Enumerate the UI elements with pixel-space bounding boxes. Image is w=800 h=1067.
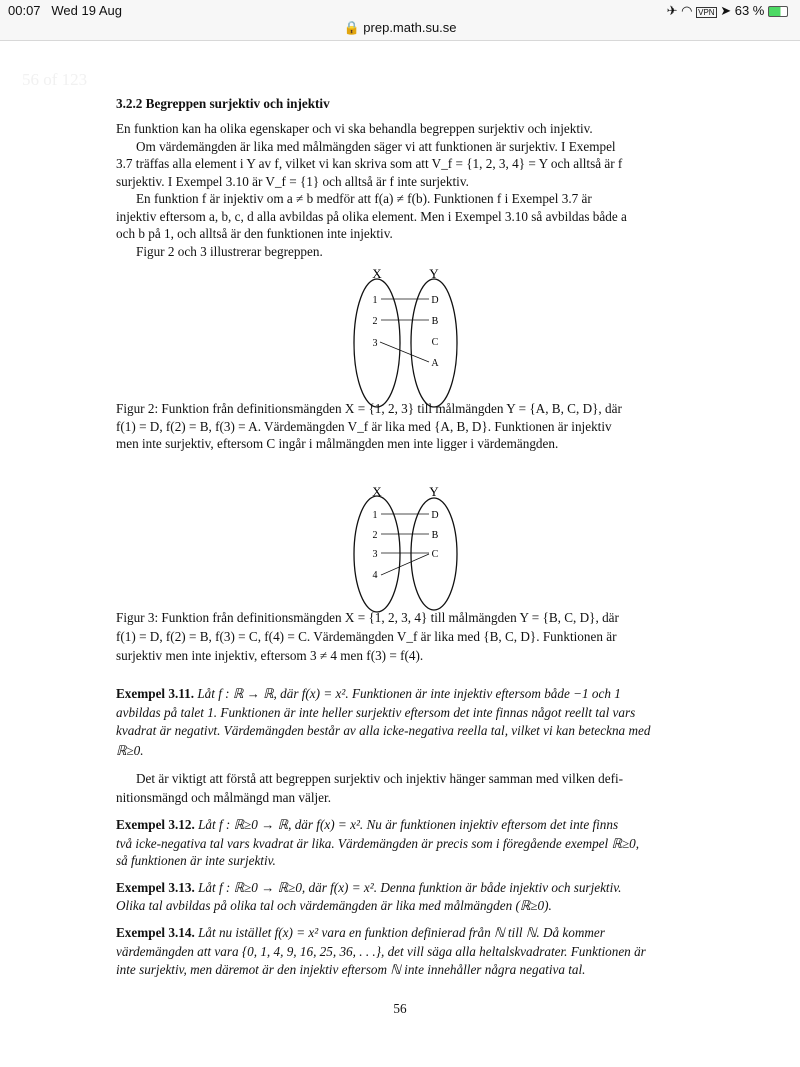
- example-text: Låt f : ℝ≥0 → ℝ, där f(x) = x². Nu är funktionen injektiv eftersom det inte finns: [198, 817, 619, 832]
- section-heading: 3.2.2 Begreppen surjektiv och injektiv: [116, 96, 330, 111]
- svg-text:3: 3: [372, 338, 378, 349]
- example-label: Exempel 3.13.: [116, 880, 195, 895]
- svg-text:Y: Y: [429, 484, 439, 499]
- text-line: inte surjektiv, men däremot är den injektiv eftersom ℕ inte innehåller några negativa tal.: [116, 962, 586, 977]
- vpn-icon: VPN: [698, 8, 715, 17]
- text-line: [116, 817, 618, 833]
- text-line: f(1) = D, f(2) = B, f(3) = C, f(4) = C. Värdemängden V_f är lika med {B, C, D}. Funktionen är: [116, 629, 617, 644]
- text-line: nitionsmängd och målmängd man väljer.: [116, 790, 331, 805]
- svg-text:B: B: [431, 530, 439, 541]
- text-line: [116, 880, 621, 896]
- text-line: En funktion kan ha olika egenskaper och vi ska behandla begreppen surjektiv och injektiv.: [116, 121, 593, 136]
- wifi-icon: ◠: [681, 3, 693, 18]
- text-line: Olika tal avbildas på olika tal och värdemängden är lika med målmängden (ℝ≥0).: [116, 898, 552, 913]
- svg-text:A: A: [431, 358, 439, 369]
- text-line: men inte surjektiv, eftersom C ingår i målmängden men inte ligger i värdemängden.: [116, 436, 559, 451]
- battery-percent: 63 %: [734, 3, 765, 18]
- page-indicator: 56 of 123: [22, 70, 88, 89]
- text-line: En funktion f är injektiv om a ≠ b medför att f(a) ≠ f(b). Funktionen f i Exempel 3.7 är: [136, 191, 592, 206]
- svg-text:1: 1: [372, 295, 378, 306]
- text-line: f(1) = D, f(2) = B, f(3) = A. Värdemängden V_f är lika med {A, B, D}. Funktionen är injektiv: [116, 419, 612, 434]
- text-line: [116, 686, 621, 702]
- example-text: Låt nu istället f(x) = x² vara en funktion definierad från ℕ till ℕ. Då kommer: [198, 925, 605, 940]
- text-line: avbildas på talet 1. Funktionen är inte heller surjektiv eftersom det inte finnas något reellt tal vars: [116, 705, 636, 720]
- text-line: Om värdemängden är lika med målmängden säger vi att funktionen är surjektiv. I Exempel: [136, 139, 616, 154]
- example-label: Exempel 3.14.: [116, 925, 195, 940]
- text-line: och b på 1, och alltså är den funktionen inte injektiv.: [116, 226, 393, 241]
- text-line: Det är viktigt att förstå att begreppen surjektiv och injektiv hänger samman med vilken defi-: [136, 771, 624, 786]
- text-line: surjektiv. I Exempel 3.10 är V_f = {1} och alltså är f inte surjektiv.: [116, 174, 469, 189]
- airplane-icon: ✈: [666, 3, 678, 18]
- svg-text:X: X: [372, 484, 382, 499]
- set-y-label: Y: [429, 266, 439, 281]
- text-line: ℝ≥0.: [116, 743, 144, 758]
- svg-text:D: D: [431, 510, 439, 521]
- lock-icon: 🔒: [343, 20, 360, 35]
- svg-text:2: 2: [372, 316, 378, 327]
- svg-text:3: 3: [372, 549, 378, 560]
- figure-2: [340, 266, 470, 416]
- text-line: surjektiv men inte injektiv, eftersom 3 ≠ 4 men f(3) = f(4).: [116, 648, 424, 663]
- status-icons: [667, 3, 788, 19]
- figure-3: [340, 484, 470, 614]
- text-line: Figur 3: Funktion från definitionsmängden X = {1, 2, 3, 4} till målmängden Y = {B, C, D}, där: [116, 610, 619, 625]
- text-line: injektiv eftersom a, b, c, d alla avbildas på olika element. Men i Exempel 3.10 så avbildas både a: [116, 209, 627, 224]
- svg-text:4: 4: [372, 570, 378, 581]
- page-number: 56: [393, 1001, 407, 1016]
- text-line: värdemängden att vara {0, 1, 4, 9, 16, 25, 36, . . .}, det vill säga alla heltalskvadrater. Funktionen är: [116, 944, 646, 959]
- location-icon: ➤: [720, 3, 732, 18]
- example-text: Låt f : ℝ → ℝ, där f(x) = x². Funktionen är inte injektiv eftersom både −1 och 1: [197, 686, 621, 701]
- set-x-label: X: [372, 266, 382, 281]
- example-label: Exempel 3.11.: [116, 686, 195, 701]
- example-text: Låt f : ℝ≥0 → ℝ≥0, där f(x) = x². Denna funktion är både injektiv och surjektiv.: [198, 880, 622, 895]
- svg-text:C: C: [431, 549, 439, 560]
- battery-charging-icon: [768, 6, 788, 17]
- text-line: Figur 2: Funktion från definitionsmängden X = {1, 2, 3} till målmängden Y = {A, B, C, D}, där: [116, 401, 622, 416]
- status-bar: [0, 0, 800, 41]
- text-line: Figur 2 och 3 illustrerar begreppen.: [136, 244, 323, 259]
- text-line: kvadrat är negativt. Värdemängden består av alla icke-negativa reella tal, vilket vi kan beteckna med: [116, 723, 651, 738]
- example-label: Exempel 3.12.: [116, 817, 195, 832]
- status-time: 00:07 Wed 19 Aug: [8, 3, 122, 18]
- text-line: så funktionen är inte surjektiv.: [116, 853, 276, 868]
- text-line: 3.7 träffas alla element i Y av f, vilket vi kan skriva som att V_f = {1, 2, 3, 4} = Y och alltså är f: [116, 156, 623, 171]
- svg-text:D: D: [431, 295, 439, 306]
- svg-text:C: C: [431, 337, 439, 348]
- text-line: [116, 925, 605, 941]
- svg-text:B: B: [431, 316, 439, 327]
- svg-text:1: 1: [372, 510, 378, 521]
- address-bar[interactable]: 🔒 prep.math.su.se: [343, 20, 457, 35]
- svg-text:2: 2: [372, 530, 378, 541]
- text-line: två icke-negativa tal vars kvadrat är lika. Värdemängden är precis som i föregående exempel ℝ≥0,: [116, 836, 640, 851]
